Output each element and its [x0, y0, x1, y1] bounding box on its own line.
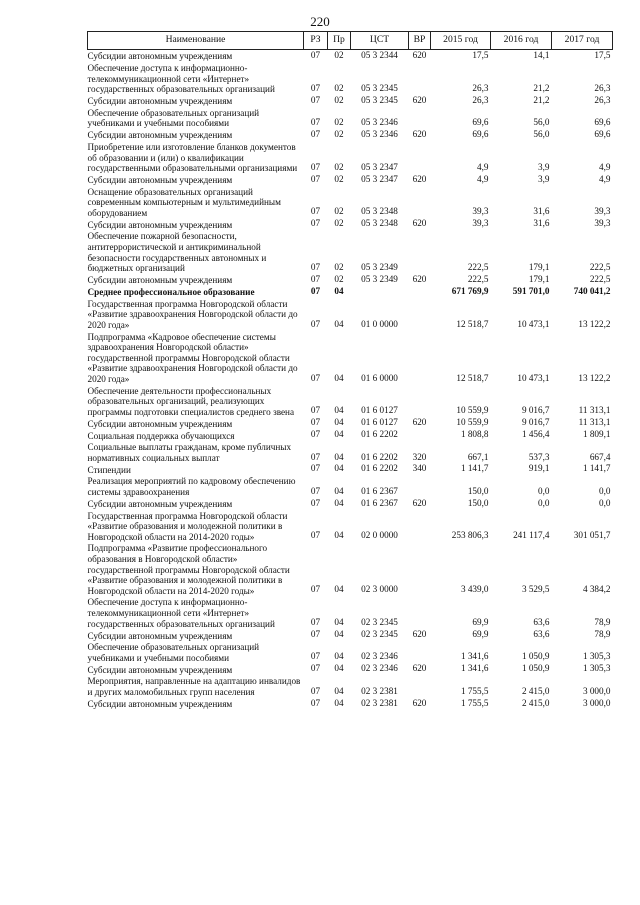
- cell-2016: 56,0: [533, 116, 550, 127]
- cell-name: Обеспечение доступа к информационно-телекоммуникационной сети «Интернет» государственных образовательных организаций: [87, 597, 275, 629]
- cell-cst: 01 6 2202: [361, 429, 398, 440]
- cell-2017: 4,9: [599, 173, 611, 184]
- cell-2016: 241 117,4: [513, 530, 550, 541]
- cell-2017: 69,6: [594, 128, 611, 139]
- cell-pr: 02: [334, 128, 344, 139]
- table-row: [88, 286, 613, 298]
- cell-2015: 26,3: [472, 82, 489, 93]
- cell-cst: 02 3 2346: [361, 663, 398, 674]
- cell-2015: 222,5: [467, 261, 489, 272]
- cell-2016: 56,0: [533, 128, 550, 139]
- cell-name: Субсидии автономным учреждениям: [87, 219, 233, 230]
- cell-vr: [409, 186, 431, 219]
- cell-2017: 26,3: [594, 94, 611, 105]
- cell-2016: 3 529,5: [521, 584, 550, 595]
- cell-pr: 04: [334, 485, 344, 496]
- cell-2016: 2 415,0: [521, 697, 550, 708]
- cell-2016: 9 016,7: [521, 405, 550, 416]
- cell-vr: [409, 596, 431, 629]
- cell-2016: 1 456,4: [521, 429, 550, 440]
- cell-2017: 39,3: [594, 206, 611, 217]
- cell-vr: 620: [412, 273, 427, 284]
- cell-pr: 04: [334, 405, 344, 416]
- cell-cst: 01 6 0000: [361, 372, 398, 383]
- cell-2015: 1 141,7: [460, 463, 489, 474]
- cell-2015: 69,9: [472, 617, 489, 628]
- cell-vr: 620: [412, 697, 427, 708]
- cell-vr: [409, 62, 431, 95]
- table-row: [88, 107, 613, 129]
- cell-vr: [409, 230, 431, 273]
- cell-2017: 1 809,1: [582, 429, 611, 440]
- cell-name: Субсидии автономным учреждениям: [87, 96, 233, 107]
- cell-2015: 12 518,7: [456, 318, 489, 329]
- cell-cst: 05 3 2345: [361, 94, 398, 105]
- cell-cst: 05 3 2349: [361, 261, 398, 272]
- cell-2017: 0,0: [599, 485, 611, 496]
- cell-pr: 04: [334, 697, 344, 708]
- cell-name: Обеспечение деятельности профессиональных образовательных организаций, реализующих программы подготовки специалистов среднего звена: [87, 385, 295, 417]
- cell-2015: 1 341,6: [460, 663, 489, 674]
- cell-pr: 04: [334, 663, 344, 674]
- cell-name: Социальные выплаты гражданам, кроме публичных нормативных социальных выплат: [87, 442, 292, 463]
- cell-2016: 63,6: [533, 617, 550, 628]
- cell-name: Приобретение или изготовление бланков документов об образовании и (или) о квалификации государственными образовательными организациями: [87, 141, 298, 174]
- cell-vr: 620: [412, 417, 427, 428]
- cell-rz: 07: [310, 651, 321, 662]
- cell-2015: 667,1: [467, 451, 489, 462]
- cell-2016: 2 415,0: [521, 685, 550, 696]
- cell-2016: 537,3: [528, 451, 550, 462]
- cell-2015: 1 808,8: [460, 429, 489, 440]
- cell-pr: 02: [334, 173, 344, 184]
- table-row: [88, 95, 613, 107]
- table-row: [88, 498, 613, 510]
- cell-name: Субсидии автономным учреждениям: [87, 51, 233, 62]
- cell-2017: 17,5: [594, 50, 611, 60]
- cell-2015: 26,3: [472, 94, 489, 105]
- cell-cst: 05 3 2348: [361, 218, 398, 229]
- cell-rz: 07: [310, 218, 321, 229]
- cell-vr: 620: [412, 497, 427, 508]
- cell-2015: 150,0: [467, 497, 489, 508]
- table-row: [88, 141, 613, 174]
- cell-vr: [409, 385, 431, 418]
- cell-2016: 3,9: [538, 161, 550, 172]
- cell-cst: 05 3 2347: [361, 173, 398, 184]
- table-row: [88, 274, 613, 286]
- cell-cst: 01 6 0127: [361, 405, 398, 416]
- cell-2016: 21,2: [533, 94, 550, 105]
- table-row: [88, 463, 613, 475]
- cell-pr: 04: [334, 685, 344, 696]
- cell-2016: 10 473,1: [517, 372, 550, 383]
- table-row: [88, 629, 613, 641]
- header-rz: РЗ: [304, 32, 328, 50]
- cell-name: Субсидии автономным учреждениям: [87, 175, 233, 186]
- cell-2017: 222,5: [589, 273, 611, 284]
- table-row: [88, 641, 613, 663]
- cell-2015: 12 518,7: [456, 372, 489, 383]
- cell-2016: 179,1: [528, 261, 550, 272]
- cell-pr: 02: [334, 82, 344, 93]
- cell-cst: 05 3 2345: [361, 82, 398, 93]
- cell-2015: 3 439,0: [460, 584, 489, 595]
- cell-pr: 04: [334, 372, 344, 383]
- cell-cst: 05 3 2349: [361, 273, 398, 284]
- cell-cst: 02 3 2345: [361, 617, 398, 628]
- cell-rz: 07: [310, 82, 321, 93]
- table-row: [88, 542, 613, 596]
- table-row: [88, 129, 613, 141]
- cell-pr: 04: [334, 451, 344, 462]
- cell-rz: 07: [310, 128, 321, 139]
- cell-name: Субсидии автономным учреждениям: [87, 499, 233, 510]
- cell-2015: 39,3: [472, 206, 489, 217]
- cell-rz: 07: [310, 273, 321, 284]
- cell-name: Мероприятия, направленные на адаптацию инвалидов и других маломобильных групп населения: [87, 676, 301, 697]
- cell-name: Субсидии автономным учреждениям: [87, 630, 233, 641]
- cell-pr: 04: [334, 497, 344, 508]
- table-row: [88, 663, 613, 675]
- cell-rz: 07: [310, 285, 321, 296]
- cell-pr: 02: [334, 206, 344, 217]
- cell-2016: 14,1: [533, 50, 550, 60]
- header-2017: 2017 год: [552, 32, 613, 50]
- table-row: [88, 230, 613, 273]
- cell-2015: 150,0: [467, 485, 489, 496]
- header-2015: 2015 год: [431, 32, 491, 50]
- cell-name: Среднее профессиональное образование: [87, 287, 255, 298]
- table-row: [88, 475, 613, 497]
- cell-cst: 01 6 2367: [361, 485, 398, 496]
- cell-2016: 1 050,9: [521, 663, 550, 674]
- cell-rz: 07: [310, 173, 321, 184]
- cell-2017: 1 141,7: [582, 463, 611, 474]
- cell-name: Обеспечение пожарной безопасности, антитеррористической и антикриминальной безопасности государственных автономных и бюджетных организаций: [87, 231, 267, 274]
- cell-rz: 07: [310, 261, 321, 272]
- cell-2016: 31,6: [533, 206, 550, 217]
- cell-2015: 69,6: [472, 116, 489, 127]
- cell-vr: 620: [412, 128, 427, 139]
- cell-2017: 740 041,2: [573, 285, 611, 296]
- cell-vr: [409, 675, 431, 697]
- cell-2017: 13 122,2: [578, 318, 611, 329]
- cell-2017: 0,0: [599, 497, 611, 508]
- cell-2015: 69,9: [472, 629, 489, 640]
- cell-2017: 39,3: [594, 218, 611, 229]
- cell-2016: 1 050,9: [521, 651, 550, 662]
- cell-2017: 3 000,0: [582, 685, 611, 696]
- cell-2016: 919,1: [528, 463, 550, 474]
- cell-2015: 253 806,3: [451, 530, 489, 541]
- cell-rz: 07: [310, 617, 321, 628]
- table-row: [88, 385, 613, 418]
- cell-name: Обеспечение доступа к информационно-телекоммуникационной сети «Интернет» государственных образовательных организаций: [87, 62, 275, 95]
- cell-cst: [351, 286, 409, 298]
- cell-2016: 21,2: [533, 82, 550, 93]
- cell-2015: 69,6: [472, 128, 489, 139]
- cell-2016: 9 016,7: [521, 417, 550, 428]
- cell-cst: 02 3 2345: [361, 629, 398, 640]
- cell-cst: 01 6 2367: [361, 497, 398, 508]
- cell-name: Реализация мероприятий по кадровому обеспечению системы здравоохранения: [87, 476, 296, 498]
- cell-2015: 1 755,5: [460, 685, 489, 696]
- cell-rz: 07: [310, 485, 321, 496]
- cell-2015: 39,3: [472, 218, 489, 229]
- cell-rz: 07: [310, 318, 321, 329]
- cell-2017: 78,9: [594, 629, 611, 640]
- cell-2016: 0,0: [538, 497, 550, 508]
- table-row: [88, 331, 613, 385]
- budget-table: [87, 31, 613, 710]
- cell-vr: [409, 641, 431, 663]
- cell-2015: 17,5: [472, 50, 489, 60]
- cell-pr: 04: [334, 584, 344, 595]
- cell-2016: 3,9: [538, 173, 550, 184]
- cell-pr: 02: [334, 273, 344, 284]
- cell-2017: 26,3: [594, 82, 611, 93]
- cell-pr: 02: [334, 50, 344, 60]
- cell-cst: 05 3 2346: [361, 116, 398, 127]
- cell-2016: 10 473,1: [517, 318, 550, 329]
- cell-vr: [409, 510, 431, 543]
- table-row: [88, 62, 613, 95]
- table-row: [88, 441, 613, 463]
- cell-name: Обеспечение образовательных организаций учебниками и учебными пособиями: [87, 642, 260, 663]
- cell-pr: 02: [334, 161, 344, 172]
- cell-rz: 07: [310, 116, 321, 127]
- cell-name: Социальная поддержка обучающихся: [87, 430, 235, 441]
- table-row: [88, 510, 613, 543]
- cell-name: Субсидии автономным учреждениям: [87, 275, 233, 286]
- cell-2016: 31,6: [533, 218, 550, 229]
- cell-2017: 11 313,1: [578, 405, 611, 416]
- table-row: [88, 298, 613, 331]
- cell-vr: [409, 107, 431, 129]
- cell-cst: 05 3 2348: [361, 206, 398, 217]
- cell-rz: 07: [310, 629, 321, 640]
- cell-rz: 07: [310, 50, 321, 60]
- header-name: Наименование: [88, 32, 304, 50]
- cell-2016: 179,1: [528, 273, 550, 284]
- cell-rz: 07: [310, 497, 321, 508]
- cell-cst: 02 3 2381: [361, 697, 398, 708]
- cell-cst: 01 6 2202: [361, 463, 398, 474]
- cell-name: Субсидии автономным учреждениям: [87, 130, 233, 141]
- cell-vr: 620: [412, 663, 427, 674]
- table-row: [88, 218, 613, 230]
- cell-name: Субсидии автономным учреждениям: [87, 418, 233, 429]
- cell-2015: 4,9: [477, 161, 489, 172]
- table-header-row: [88, 32, 613, 50]
- cell-2017: 667,4: [589, 451, 611, 462]
- cell-2017: 1 305,3: [582, 663, 611, 674]
- cell-rz: 07: [310, 94, 321, 105]
- cell-2015: 1 341,6: [460, 651, 489, 662]
- cell-name: Подпрограмма «Развитие профессионального образования в Новгородской области» государственной программы Новгородской области «Развитие образования и молодежной политики в Новгородской области на 2014-2020 годы»: [87, 543, 290, 596]
- cell-rz: 07: [310, 405, 321, 416]
- cell-2015: 222,5: [467, 273, 489, 284]
- cell-2016: 63,6: [533, 629, 550, 640]
- cell-2015: 1 755,5: [460, 697, 489, 708]
- cell-vr: [409, 286, 431, 298]
- cell-vr: [409, 141, 431, 174]
- cell-name: Субсидии автономным учреждениям: [87, 698, 233, 709]
- cell-cst: 01 6 0127: [361, 417, 398, 428]
- table-row: [88, 174, 613, 186]
- cell-rz: 07: [310, 697, 321, 708]
- cell-2017: 3 000,0: [582, 697, 611, 708]
- cell-cst: 02 3 0000: [361, 584, 398, 595]
- cell-cst: 02 3 2381: [361, 685, 398, 696]
- cell-name: Государственная программа Новгородской области «Развитие образования и молодежной политики в Новгородской области на 2014-2020 годы»: [87, 510, 288, 542]
- cell-cst: 01 6 2202: [361, 451, 398, 462]
- cell-vr: [409, 298, 431, 331]
- table-row: [88, 429, 613, 441]
- cell-name: Обеспечение образовательных организаций учебниками и учебными пособиями: [87, 107, 260, 129]
- cell-vr: [409, 475, 431, 497]
- cell-vr: 620: [412, 94, 427, 105]
- cell-2017: 1 305,3: [582, 651, 611, 662]
- cell-pr: 04: [334, 629, 344, 640]
- cell-rz: 07: [310, 685, 321, 696]
- cell-2017: 13 122,2: [578, 372, 611, 383]
- cell-pr: 04: [334, 285, 344, 296]
- cell-2016: 591 701,0: [512, 285, 550, 296]
- cell-vr: 320: [412, 451, 427, 462]
- cell-2017: 4 384,2: [582, 584, 611, 595]
- cell-2016: 0,0: [538, 485, 550, 496]
- cell-pr: 04: [334, 617, 344, 628]
- cell-vr: [409, 542, 431, 596]
- cell-rz: 07: [310, 417, 321, 428]
- table-row: [88, 417, 613, 429]
- cell-vr: [409, 331, 431, 385]
- cell-cst: 05 3 2347: [361, 161, 398, 172]
- cell-vr: 620: [412, 629, 427, 640]
- cell-pr: 04: [334, 463, 344, 474]
- cell-cst: 01 0 0000: [361, 318, 398, 329]
- cell-cst: 02 3 2346: [361, 651, 398, 662]
- header-cst: ЦСТ: [351, 32, 409, 50]
- cell-pr: 04: [334, 530, 344, 541]
- cell-2015: 10 559,9: [456, 405, 489, 416]
- cell-2017: 301 051,7: [573, 530, 611, 541]
- cell-rz: 07: [310, 463, 321, 474]
- cell-2017: 69,6: [594, 116, 611, 127]
- cell-rz: 07: [310, 206, 321, 217]
- table-row: [88, 50, 613, 62]
- cell-rz: 07: [310, 161, 321, 172]
- cell-pr: 02: [334, 116, 344, 127]
- table-row: [88, 186, 613, 219]
- cell-pr: 04: [334, 429, 344, 440]
- page-number: 220: [310, 14, 330, 29]
- cell-2015: 10 559,9: [456, 417, 489, 428]
- cell-name: Оснащение образовательных организаций современным компьютерным и мультимедийным оборудованием: [87, 186, 281, 218]
- header-vr: ВР: [409, 32, 431, 50]
- cell-vr: 620: [412, 218, 427, 229]
- cell-vr: 620: [412, 173, 427, 184]
- table-row: [88, 675, 613, 697]
- cell-pr: 02: [334, 261, 344, 272]
- cell-pr: 02: [334, 218, 344, 229]
- cell-pr: 04: [334, 651, 344, 662]
- cell-2017: 4,9: [599, 161, 611, 172]
- cell-pr: 04: [334, 318, 344, 329]
- cell-vr: 340: [412, 463, 427, 474]
- cell-2015: 4,9: [477, 173, 489, 184]
- header-pr: Пр: [328, 32, 351, 50]
- cell-pr: 02: [334, 94, 344, 105]
- cell-name: Подпрограмма «Кадровое обеспечение системы здравоохранения Новгородской области» государственной программы Новгородской области «Развитие здравоохранения Новгородской области до 2020 года»: [87, 331, 298, 384]
- cell-name: Государственная программа Новгородской области «Развитие здравоохранения Новгородской области до 2020 года»: [87, 298, 298, 330]
- cell-vr: 620: [412, 50, 427, 60]
- cell-2017: 78,9: [594, 617, 611, 628]
- cell-rz: 07: [310, 530, 321, 541]
- cell-rz: 07: [310, 429, 321, 440]
- cell-rz: 07: [310, 584, 321, 595]
- cell-cst: 02 0 0000: [361, 530, 398, 541]
- cell-cst: 05 3 2344: [361, 50, 398, 60]
- cell-vr: [409, 429, 431, 441]
- cell-rz: 07: [310, 372, 321, 383]
- header-2016: 2016 год: [491, 32, 552, 50]
- cell-pr: 04: [334, 417, 344, 428]
- cell-rz: 07: [310, 663, 321, 674]
- cell-name: Стипендии: [87, 464, 131, 475]
- table-row: [88, 596, 613, 629]
- cell-cst: 05 3 2346: [361, 128, 398, 139]
- cell-2017: 11 313,1: [578, 417, 611, 428]
- cell-2015: 671 769,9: [451, 285, 489, 296]
- cell-2017: 222,5: [589, 261, 611, 272]
- table-row: [88, 698, 613, 710]
- cell-name: Субсидии автономным учреждениям: [87, 664, 233, 675]
- cell-rz: 07: [310, 451, 321, 462]
